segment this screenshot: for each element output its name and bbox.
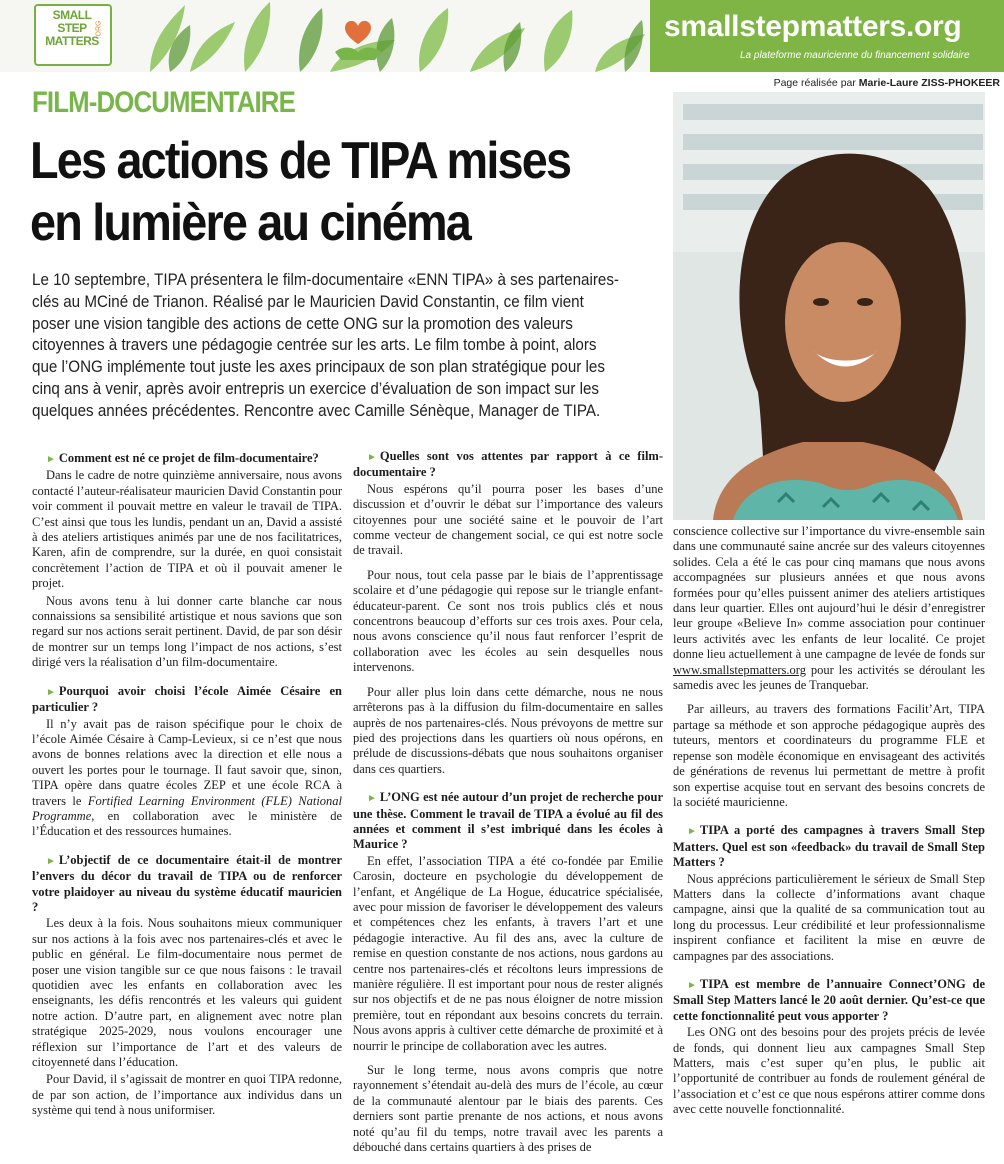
small-step-matters-logo [34,4,112,66]
answer-paragraph: Pour nous, tout cela passe par le biais de l’apprentissage scolaire et d’une pédagogie qui repose sur le triangle enfant-éducateur-parent. Ce sont nos trois publics clés et nous concentrons beaucoup d’efforts sur ces trois axes. Pour cela, nous avons conscience qu’il nous faut renforcer l’esprit de collaboration avec les écoles au sein desquelles nous intervenons. [353,567,663,675]
bullet-arrow-icon: ► [687,979,697,991]
section-rubric: FILM-DOCUMENTAIRE [32,86,295,119]
logo-text: SMALL STEP MATTERS [45,8,99,48]
credit-prefix: Page réalisée par [773,77,856,89]
answer-paragraph: Sur le long terme, nous avons compris que notre rayonnement s’étendait au-delà des murs de l’école, au cœur de la communauté alentour par le biais des parents. Ces derniers sont partie prenante de nos actions, et nous avons noté qu’au fil du temps, notre travail avec les parents a débouché dans certains quartiers à des prises de [353,1063,663,1155]
programme-name: Fortified Learning Environment (FLE) National Programme [32,793,343,823]
page-credit [700,77,1000,89]
article-column-1 [32,451,342,1128]
heart-hands-icon [335,21,381,60]
answer-paragraph: Pour David, il s’agissait de montrer en quoi TIPA redonne, de par son action, de l’importance aux individus dans un système qui tend à nous uniformiser. [32,1072,342,1118]
answer-paragraph: Par ailleurs, au travers des formations Facilit’Art, TIPA partage sa méthode et son approche pédagogique auprès des tuteurs, mentors et coordinateurs du programme FLE et repense son modèle économique en envisageant des activités de générations de revenus lui permettant de mettre à profit son expertise acquise tout en servant des besoins concrets de la société mauricienne. [673,702,985,809]
answer-paragraph: Pour aller plus loin dans cette démarche, nous ne nous arrêterons pas à la diffusion du film-documentaire en salles auprès de nos partenaires-clés. Nous prévoyons de mettre sur pied des projections dans les quartiers où nous opérons, en prélude de discussions-débats que nous souhaitons organiser dans ces quartiers. [353,684,663,776]
bullet-arrow-icon: ► [46,686,56,698]
article-column-3 [673,524,985,1127]
answer-paragraph: Les deux à la fois. Nous souhaitons mieux communiquer sur nos actions à la fois avec nos partenaires-clés et avec le public en général. Le film-documentaire nous permet de poser une vision tangible sur ce que nous faisons : le travail quotidien avec les enfants en collaboration avec les enseignants, les défis rencontrés et les valeurs qui guident notre action. D’autre part, en alignement avec notre plan stratégique 2025-2029, nous voulons encourager une réflexion sur l’importance de l’art et des valeurs de citoyenneté dans l’éducation. [32,916,342,1070]
campaign-link[interactable]: www.smallstepmatters.org [673,662,806,677]
answer-paragraph: Nous avons tenu à lui donner carte blanche car nous connaissions sa sensibilité artistique et nous savions que son regard sur nos actions serait pertinent. David, de par son désir de montrer sur un temps long l’impact de nos actions, s’est dirigé vers la réalisation d’un film-documentaire. [32,593,342,670]
bullet-arrow-icon: ► [367,452,377,463]
question-heading: ► TIPA a porté des campagnes à travers Small Step Matters. Quel est son «feedback» du travail de Small Step Matters ? [673,823,985,870]
site-tagline: La plateforme mauricienne du financement solidaire [740,50,970,61]
question-heading: ► Quelles sont vos attentes par rapport à ce film-documentaire ? [353,449,663,480]
answer-paragraph: Nous espérons qu’il pourra poser les bases d’une discussion et d’ouvrir le débat sur l’importance des valeurs citoyennes pour une société saine et le pouvoir de l’art comme vecteur de changement social, ce qui est notre socle de travail. [353,481,663,558]
bullet-arrow-icon: ► [687,826,697,838]
page-title: Les actions de TIPA mises en lumière au cinéma [30,132,571,252]
question-heading: ► L’ONG est née autour d’un projet de recherche pour une thèse. Comment le travail de TIPA a évolué au fil des années et comment il s’est imbriqué dans les écoles à Maurice ? [353,790,663,852]
bullet-arrow-icon: ► [46,454,56,465]
answer-paragraph: Nous apprécions particulièrement le sérieux de Small Step Matters dans la collecte d’informations avant chaque campagne, ainsi que la qualité de sa communication tout au long du processus. Leur crédibilité et leur professionnalisme inspirent confiance et facilitent la mise en œuvre de campagnes par des associations. [673,871,985,963]
credit-author: Marie-Laure ZISS-PHOKEER [858,77,1000,89]
portrait-illustration [673,92,985,520]
portrait-photo [673,92,985,520]
answer-paragraph: Les ONG ont des besoins pour des projets précis de levée de fonds, qui donnent lieu aux campagnes Small Step Matters, mais c’est super qu’en plus, le public ait l’opportunité de contribuer au fonds de roulement général de l’association et c’est ce que nous espérons attirer comme dons avec cette nouvelle fonctionnalité. [673,1025,985,1117]
question-heading: ► Pourquoi avoir choisi l’école Aimée Césaire en particulier ? [32,683,342,715]
answer-paragraph: Il n’y avait pas de raison spécifique pour le choix de l’école Aimée Césaire à Camp-Levieux, si ce n’est que nous avons de bonnes relations avec la direction et elle nous a ouvert les portes pour le tournage. Il faut savoir que, sinon, TIPA opère dans quatre écoles ZEP et une école RCA à travers le Fortified Learning Environment (FLE) National Programme, en collaboration avec le ministère de l’Éducation et des ressources humaines. [32,716,343,839]
bullet-arrow-icon: ► [367,793,377,805]
site-url: smallstepmatters.org [664,10,962,43]
header-banner [0,0,1004,72]
answer-paragraph: Dans le cadre de notre quinzième anniversaire, nous avons contacté l’auteur-réalisateur mauricien David Constantin pour voir comment il pouvait mettre en valeur le travail de TIPA. C’est ainsi que tous les lundis, pendant un an, David a assisté à des ateliers artistiques animés par une de nos facilitatrices, Karen, afin de comprendre, sur la durée, en quoi consistait concrètement l’action de TIPA et où il pouvait amener le projet. [32,468,342,591]
article-column-2 [353,449,663,1164]
lead-paragraph: Le 10 septembre, TIPA présentera le film-documentaire «ENN TIPA» à ses partenaires-clés au MCiné de Trianon. Réalisé par le Mauricien David Constantin, ce film vient poser une vision tangible des actions de cette ONG sur la promotion des valeurs citoyennes à travers une pédagogie centrée sur les arts. Le film tombe à point, alors que l’ONG implémente tout juste les axes principaux de son plan stratégique pour les cinq ans à venir, après avoir entrepris un exercice d’évaluation de son impact sur les quelques années précédentes. Rencontre avec Camille Sénèque, Manager de TIPA. [32,271,619,420]
answer-paragraph: conscience collective sur l’importance du vivre-ensemble sain dans une communauté saine ancrée sur des valeurs citoyennes solides. Cela a été le cas pour cinq mamans que nous avons accompagnées sur plusieurs années et que nous avons formées pour qu’elles puissent animer des ateliers artistiques dans leur quartier. Elles ont aujourd’hui le désir d’enregistrer leur groupe «Believe In» comme association pour continuer leurs activités avec les enfants de leur localité. Ce projet donne lieu actuellement à une campagne de levée de fonds sur www.smallstepmatters.org pour les activités se déroulant les samedis avec les jeunes de Tranquebar. [673,524,986,693]
bullet-arrow-icon: ► [46,855,56,867]
question-heading: ► Comment est né ce projet de film-documentaire? [46,451,319,465]
answer-paragraph: En effet, l’association TIPA a été co-fondée par Emilie Carosin, docteure en psychologie du développement de l’enfant, et Angélique de La Hogue, éducatrice spécialisée, avec pour mission de favoriser le développement des valeurs et compétences chez les enfants, à travers l’art et une pédagogie interactive. Au fil des ans, avec la culture de remise en question constante de nos actions, nous gardons au centre nos partenaires-clés et récoltons leurs impressions de manière régulière. Il est important pour nous de rester alignés sur nos objectifs et de ne pas nous éloigner de notre mission première, tout en répondant aux besoins concrets du terrain. Nous avons appris à cultiver cette démarche de proximité et à nourrir le principe de collaboration avec les autres. [353,853,663,1053]
question-heading: ► L’objectif de ce documentaire était-il de montrer l’envers du décor du travail de TIPA ou de renforcer votre plaidoyer au niveau du système éducatif mauricien ? [32,852,342,914]
logo-suffix: .ORG [95,20,103,39]
question-heading: ► TIPA est membre de l’annuaire Connect’ONG de Small Step Matters lancé le 20 août dernier. Qu’est-ce que cette fonctionnalité peut vous apporter ? [673,976,985,1023]
